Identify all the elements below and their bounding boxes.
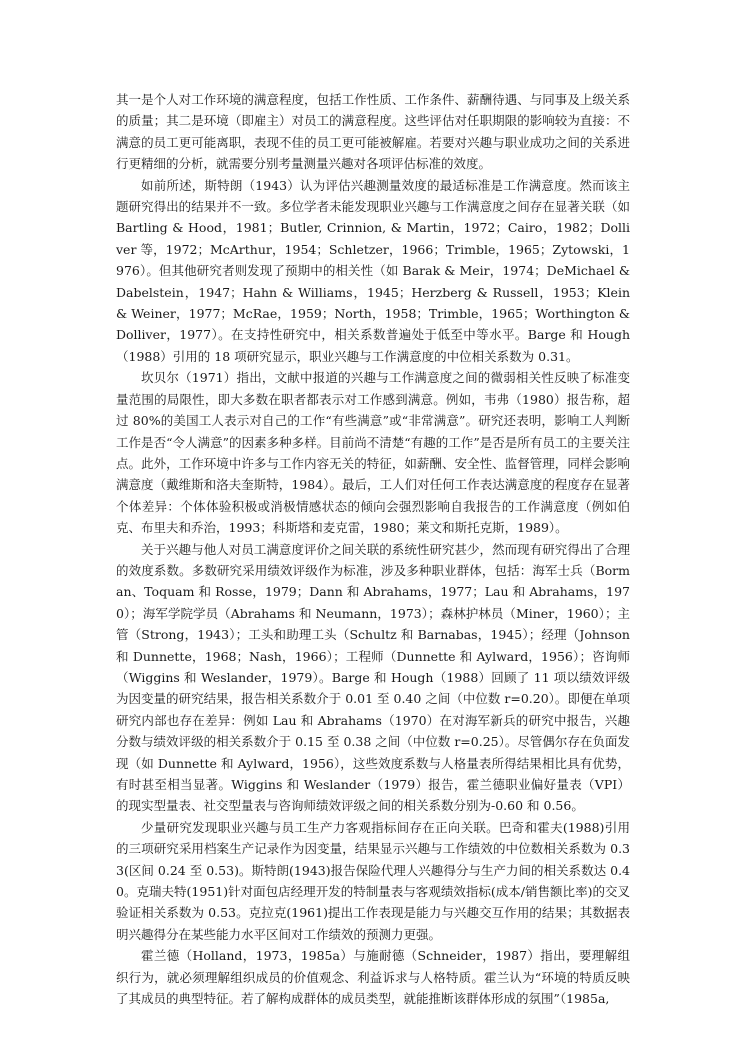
paragraph-6: 霍兰德（Holland，1973，1985a）与施耐德（Schneider，1987）指出，要理解组织行为，就必须理解组织成员的价值观念、利益诉求与人格特质。霍兰认为“环境的特质反映了其成员的典型特征。若了解构成群体的成员类型，就能推断该群体形成的氛围”（1985a, bbox=[116, 948, 630, 1007]
paragraph-5: 少量研究发现职业兴趣与员工生产力客观指标间存在正向关联。巴奇和霍夫(1988)引用的三项研究采用档案生产记录作为因变量，结果显示兴趣与工作绩效的中位数相关系数为 0.33(区间 0.24 至 0.53)。斯特朗(1943)报告保险代理人兴趣得分与生产力间的相关系数达 0.40。克瑞夫特(1951)针对面包店经理开发的特制量表与客观绩效指标(成本/销售额比率)的交叉验证相关系数为 0.53。克拉克(1961)提出工作表现是能力与兴趣交互作用的结果；其数据表明兴趣得分在某些能力水平区间对工作绩效的预测力更强。 bbox=[116, 819, 630, 942]
paragraph-1: 其一是个人对工作环境的满意程度，包括工作性质、工作条件、薪酬待遇、与同事及上级关系的质量；其二是环境（即雇主）对员工的满意程度。这些评估对任职期限的影响较为直接：不满意的员工更可能离职，表现不佳的员工更可能被解雇。若要对兴趣与职业成功之间的关系进行更精细的分析，就需要分别考量测量兴趣对各项评估标准的效度。 bbox=[116, 92, 630, 172]
paragraph-4: 关于兴趣与他人对员工满意度评价之间关联的系统性研究甚少，然而现有研究得出了合理的效度系数。多数研究采用绩效评级作为标准，涉及多种职业群体，包括：海军士兵（Borman、Toquam 和 Rosse，1979；Dann 和 Abrahams，1977；Lau 和 Abrahams，1970）；海军学院学员（Abrahams 和 Neumann，1973）；森林护林员（Miner，1960）；主管（Strong，1943）；工头和助理工头（Schultz 和 Barnabas，1945）；经理（Johnson 和 Dunnette，1968；Nash，1966）；工程师（Dunnette 和 Aylward，1956）；咨询师（Wiggins 和 Weslander，1979）。Barge 和 Hough（1988）回顾了 11 项以绩效评级为因变量的研究结果，报告相关系数介于 0.01 至 0.40 之间（中位数 r=0.20）。即便在单项研究内部也存在差异：例如 Lau 和 Abrahams（1970）在对海军新兵的研究中报告，兴趣分数与绩效评级的相关系数介于 0.15 至 0.38 之间（中位数 r=0.25）。尽管偶尔存在负面发现（如 Dunnette 和 Aylward，1956），这些效度系数与人格量表所得结果相比具有优势，有时甚至相当显著。Wiggins 和 Weslander（1979）报告，霍兰德职业偏好量表（VPI）的现实型量表、社交型量表与咨询师绩效评级之间的相关系数分别为-0.60 和 0.56。 bbox=[116, 541, 630, 814]
paragraph-2: 如前所述，斯特朗（1943）认为评估兴趣测量效度的最适标准是工作满意度。然而该主题研究得出的结果并不一致。多位学者未能发现职业兴趣与工作满意度之间存在显著关联（如 Bartling & Hood，1981；Butler, Crinnion, & Martin，1972；Cairo，1982；Dolliver 等，1972；McArthur，1954；Schletzer，1966；Trimble，1965；Zytowski，1976）。但其他研究者则发现了预期中的相关性（如 Barak & Meir，1974；DeMichael & Dabelstein，1947；Hahn & Williams，1945；Herzberg & Russell，1953；Klein & Weiner，1977；McRae，1959；North，1958；Trimble，1965；Worthington & Dolliver，1977）。在支持性研究中，相关系数普遍处于低至中等水平。Barge 和 Hough（1988）引用的 18 项研究显示，职业兴趣与工作满意度的中位相关系数为 0.31。 bbox=[116, 177, 630, 364]
document-page bbox=[116, 89, 630, 1009]
paragraph-3: 坎贝尔（1971）指出，文献中报道的兴趣与工作满意度之间的微弱相关性反映了标准变量范围的局限性，即大多数在职者都表示对工作感到满意。例如，韦弗（1980）报告称，超过 80%的美国工人表示对自己的工作“有些满意”或“非常满意”。研究还表明，影响工人判断工作是否“令人满意”的因素多种多样。目前尚不清楚“有趣的工作”是否是所有员工的主要关注点。此外，工作环境中许多与工作内容无关的特征，如薪酬、安全性、监督管理，同样会影响满意度（戴维斯和洛夫奎斯特，1984）。最后，工人们对任何工作表达满意度的程度存在显著个体差异：个体体验积极或消极情感状态的倾向会强烈影响自我报告的工作满意度（例如伯克、布里夫和乔治，1993；科斯塔和麦克雷，1980；莱文和斯托克斯，1989）。 bbox=[116, 370, 630, 536]
